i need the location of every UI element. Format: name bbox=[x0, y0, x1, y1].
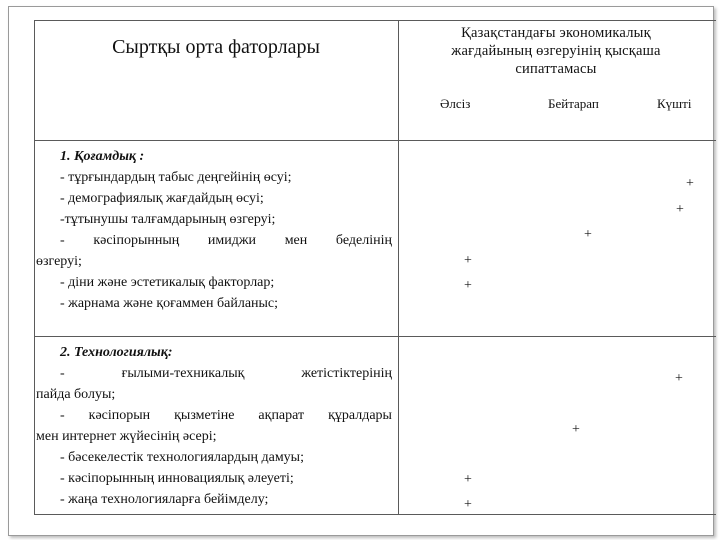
list-item: - діни және эстетикалық факторлар; bbox=[60, 275, 275, 290]
list-item: - бәсекелестік технологиялардың дамуы; bbox=[60, 450, 304, 465]
rating-mark: + bbox=[572, 422, 580, 437]
table-bottom-border bbox=[34, 514, 716, 515]
rating-mark: + bbox=[686, 176, 694, 191]
list-item: -тұтынушы талғамдарының өзгеруі; bbox=[60, 212, 276, 227]
list-item: - кәсіпорын қызметіне ақпарат құралдары bbox=[60, 408, 392, 423]
column-header-weak: Әлсіз bbox=[440, 96, 471, 111]
right-header bbox=[400, 24, 712, 78]
section-divider bbox=[34, 336, 716, 337]
left-header: Сыртқы орта фаторлары bbox=[112, 36, 320, 58]
list-item: - жарнама және қоғаммен байланыс; bbox=[60, 296, 279, 311]
right-header-line-2: жағдайының өзгеруінің қысқаша bbox=[451, 43, 661, 59]
table-top-border bbox=[34, 20, 716, 21]
column-header-strong: Күшті bbox=[657, 96, 692, 111]
column-divider bbox=[398, 20, 399, 515]
list-item: - ғылыми-техникалық жетістіктерінің bbox=[60, 366, 392, 381]
rating-mark: + bbox=[675, 371, 683, 386]
list-item: - кәсіпорынның инновациялық әлеуеті; bbox=[60, 471, 294, 486]
right-header-line-3: сипаттамасы bbox=[515, 61, 597, 77]
rating-mark: + bbox=[464, 497, 472, 512]
rating-mark: + bbox=[584, 227, 592, 242]
rating-mark: + bbox=[464, 472, 472, 487]
rating-mark: + bbox=[676, 202, 684, 217]
rating-mark: + bbox=[464, 253, 472, 268]
list-item: - кәсіпорынның имиджи мен беделінің bbox=[60, 233, 392, 248]
rating-mark: + bbox=[464, 278, 472, 293]
header-divider bbox=[34, 140, 716, 141]
table-left-border bbox=[34, 20, 35, 515]
right-header-line-1: Қазақстандағы экономикалық bbox=[461, 25, 651, 41]
list-item: - тұрғындардың табыс деңгейінің өсуі; bbox=[60, 170, 292, 185]
column-header-neutral: Бейтарап bbox=[548, 96, 599, 111]
section-heading: 2. Технологиялық: bbox=[60, 345, 173, 360]
section-social: 1. Қоғамдық : - тұрғындардың табыс деңгейінің өсуі; - демографиялық жағдайдың өсуі; -тұтынушы талғамдарының өзгеруі; - кәсіпорынның имиджи мен беделінің өзгеруі; - діни және эстетикалық факторлар; - жарнама және қоғаммен байланыс; bbox=[36, 146, 392, 314]
section-heading: 1. Қоғамдық : bbox=[60, 149, 145, 164]
list-item: - демографиялық жағдайдың өсуі; bbox=[60, 191, 264, 206]
list-item: - жаңа технологияларға бейімделу; bbox=[60, 492, 269, 507]
section-technological: 2. Технологиялық: - ғылыми-техникалық жетістіктерінің пайда болуы; - кәсіпорын қызметіне ақпарат құралдары мен интернет жүйесінің әсері; - бәсекелестік технологиялардың дамуы; - кәсіпорынның инновациялық әлеуеті; - жаңа технологияларға бейімделу; bbox=[36, 342, 392, 510]
